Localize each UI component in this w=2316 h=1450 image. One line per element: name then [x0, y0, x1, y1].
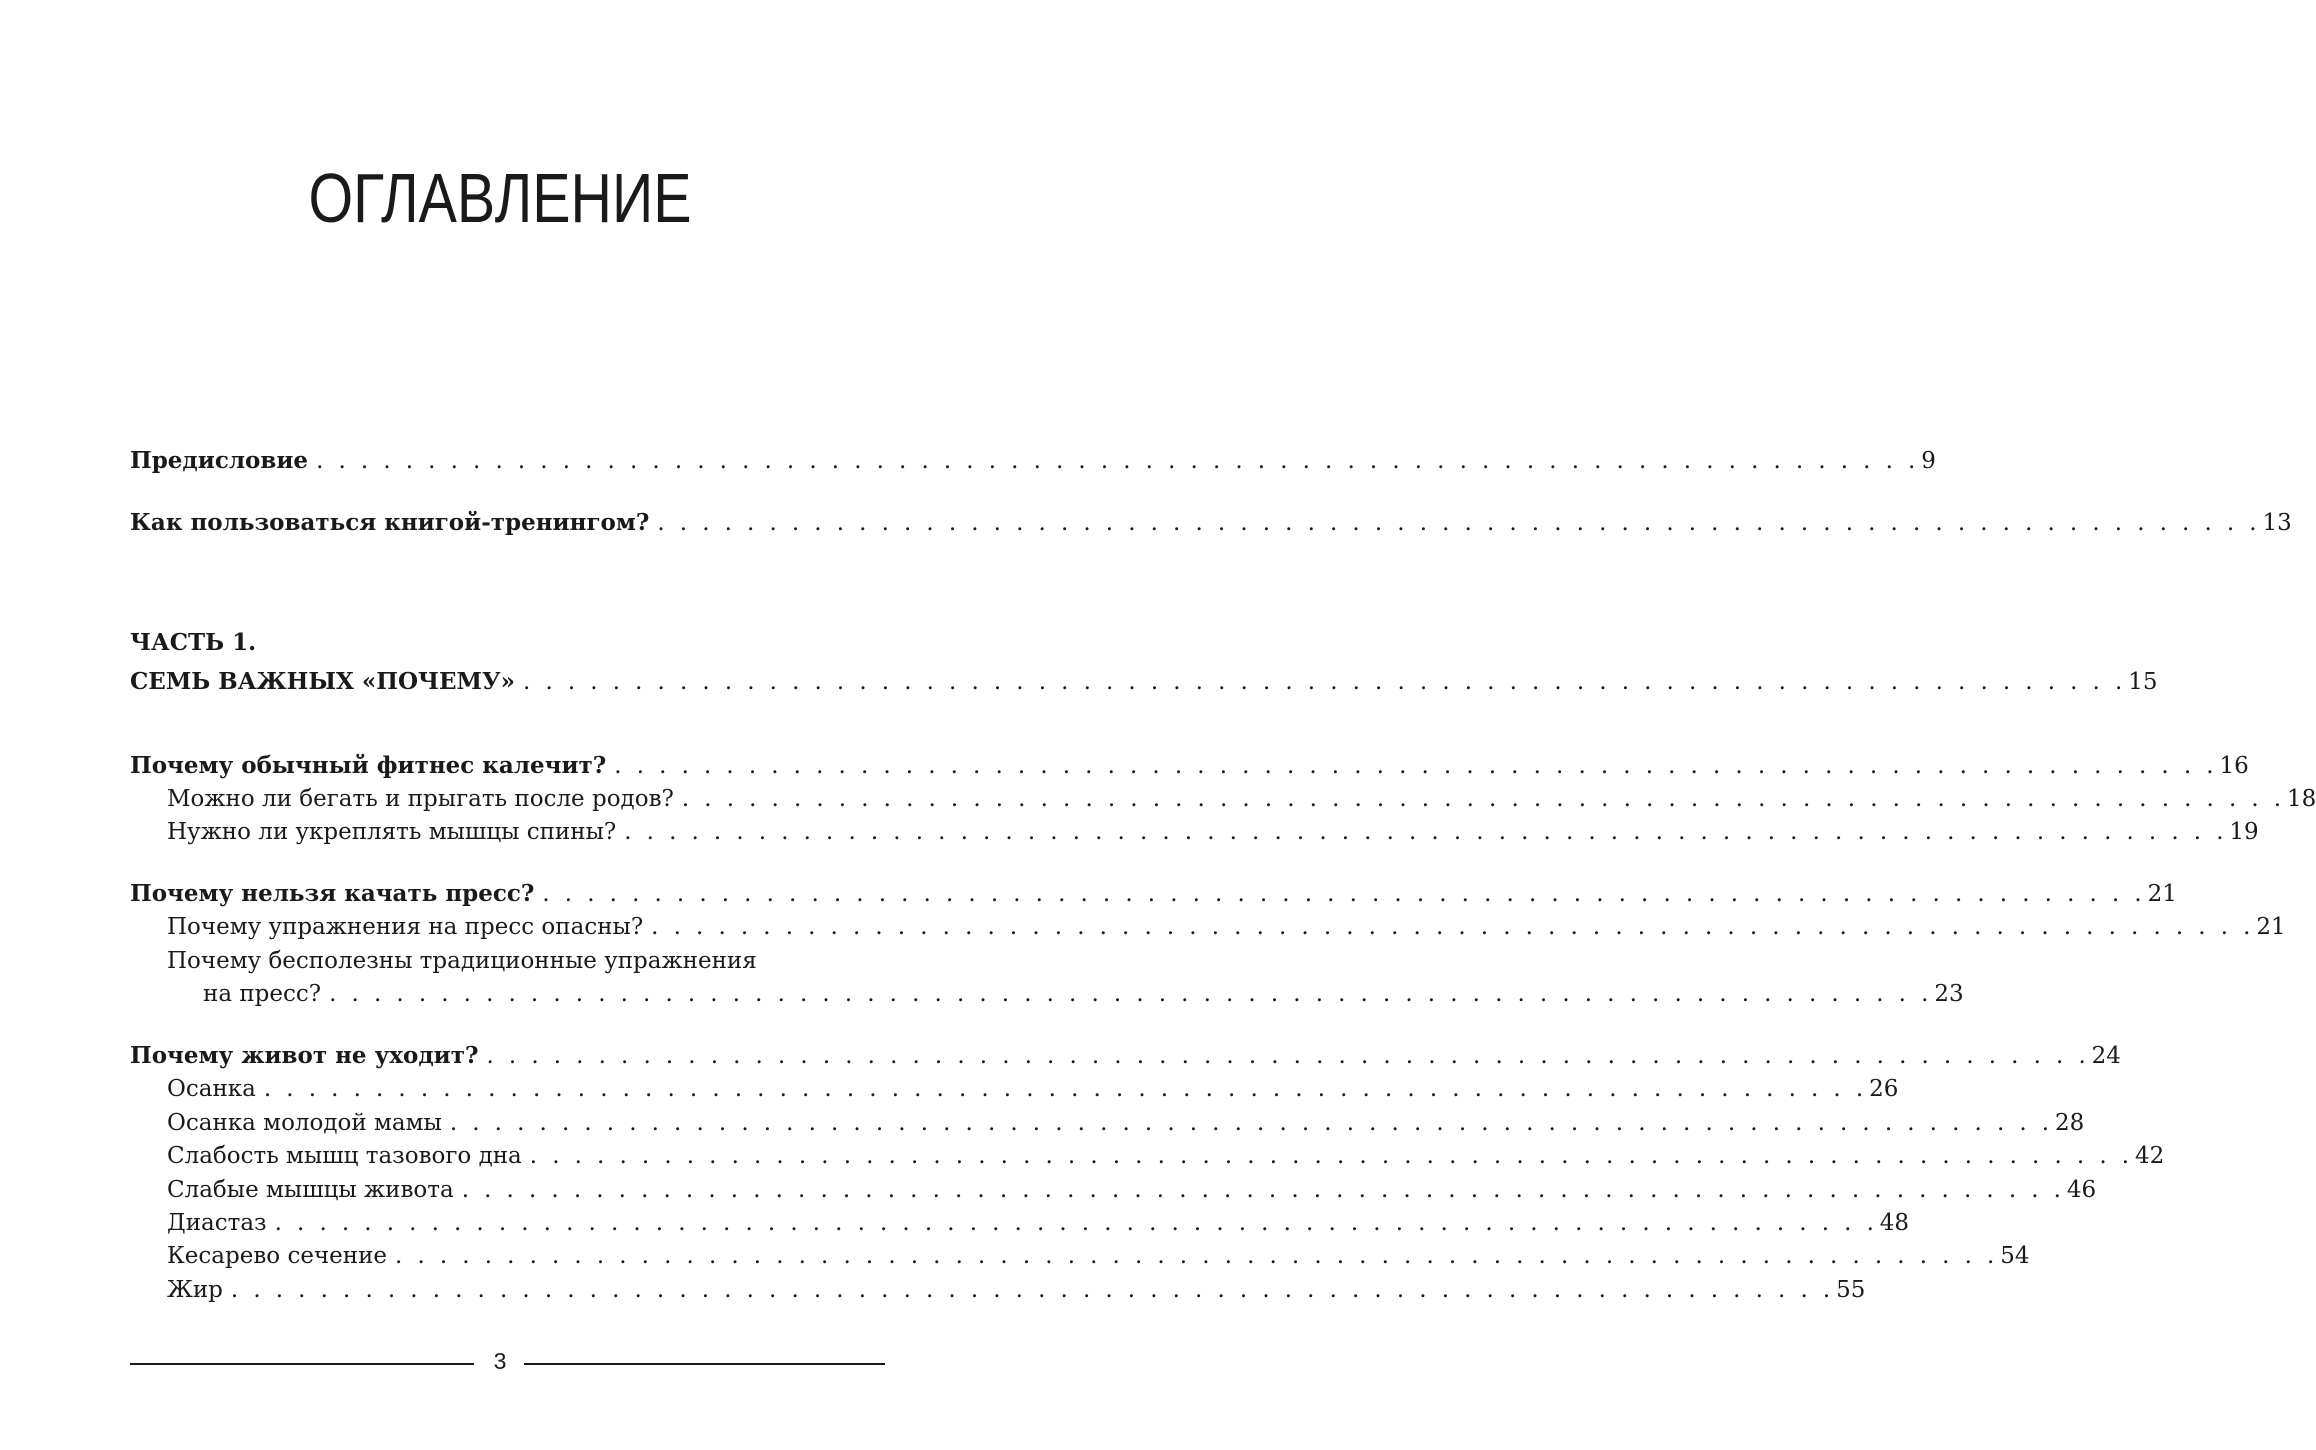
page-number: 3: [493, 1348, 507, 1374]
dot-leader: . . . . . . . . . . . . . . . . . . . . . . . . . . . . . . . . . . . . . . . . . . . . . . . . . . . . . . . . . . . . . . . . . . . . . . . .: [523, 669, 2127, 695]
footer-rule-left: [130, 1363, 474, 1365]
toc-entry-page: 21: [2256, 914, 2286, 940]
toc-entry-label: Почему обычный фитнес калечит?: [130, 752, 607, 779]
toc-entry-run-jump[interactable]: [167, 784, 2316, 814]
dot-leader: . . . . . . . . . . . . . . . . . . . . . . . . . . . . . . . . . . . . . . . . . . . . . . . . . . . . . . . . . . . . . . . . . . . . . . . .: [614, 753, 2218, 779]
toc-entry-page: 46: [2066, 1177, 2097, 1203]
toc-entry-page: 26: [1869, 1076, 1899, 1102]
toc-entry-label: Осанка молодой мамы: [167, 1110, 442, 1136]
toc-entry-label: Можно ли бегать и прыгать после родов?: [167, 786, 674, 812]
toc-entry-no-press[interactable]: [130, 879, 2177, 909]
toc-entry-label: Осанка: [167, 1076, 256, 1102]
toc-entry-page: 23: [1934, 981, 1964, 1007]
toc-entry-foreword[interactable]: [130, 446, 1936, 476]
toc-entry-label: Предисловие: [130, 447, 309, 474]
dot-leader: . . . . . . . . . . . . . . . . . . . . . . . . . . . . . . . . . . . . . . . . . . . . . . . . . . . . . . . . . . . . . . . . . . . . . . . .: [529, 1143, 2133, 1169]
dot-leader: . . . . . . . . . . . . . . . . . . . . . . . . . . . . . . . . . . . . . . . . . . . . . . . . . . . . . . . . . . . . . . . . . . . . . . . .: [624, 819, 2228, 845]
dot-leader: . . . . . . . . . . . . . . . . . . . . . . . . . . . . . . . . . . . . . . . . . . . . . . . . . . . . . . . . . . . . . . . . . . . . . . . .: [230, 1277, 1835, 1303]
toc-entry-useless-line1[interactable]: Почему бесполезны традиционные упражнения: [167, 948, 757, 974]
dot-leader: . . . . . . . . . . . . . . . . . . . . . . . . . . . . . . . . . . . . . . . . . . . . . . . . . . . . . . . . . . . . . . . . . . . . . . . .: [651, 914, 2255, 940]
toc-entry-fitness[interactable]: [130, 751, 2249, 781]
toc-entry-page: 9: [1921, 448, 1936, 474]
toc-entry-how-to-use[interactable]: [130, 508, 2292, 538]
dot-leader: . . . . . . . . . . . . . . . . . . . . . . . . . . . . . . . . . . . . . . . . . . . . . . . . . . . . . . . . . . . . . . . . . . . . . . . .: [542, 881, 2146, 907]
toc-entry-label: СЕМЬ ВАЖНЫХ «ПОЧЕМУ»: [130, 668, 516, 695]
toc-entry-page: 21: [2147, 881, 2177, 907]
toc-entry-label: Почему нельзя качать пресс?: [130, 880, 535, 907]
toc-entry-label: Как пользоваться книгой-тренингом?: [130, 509, 650, 536]
toc-entry-page: 15: [2128, 669, 2158, 695]
dot-leader: . . . . . . . . . . . . . . . . . . . . . . . . . . . . . . . . . . . . . . . . . . . . . . . . . . . . . . . . . . . . . . . . . . . . . . . .: [681, 786, 2286, 812]
footer-rule-right: [524, 1363, 885, 1365]
toc-entry-fat[interactable]: [167, 1275, 1866, 1305]
dot-leader: . . . . . . . . . . . . . . . . . . . . . . . . . . . . . . . . . . . . . . . . . . . . . . . . . . . . . . . . . . . . . . . . . . . . . . . .: [329, 981, 1933, 1007]
toc-entry-diastasis[interactable]: [167, 1208, 1910, 1238]
toc-entry-page: 48: [1879, 1210, 1910, 1236]
dot-leader: . . . . . . . . . . . . . . . . . . . . . . . . . . . . . . . . . . . . . . . . . . . . . . . . . . . . . . . . . . . . . . . . . . . . . . . .: [274, 1210, 1878, 1236]
dot-leader: . . . . . . . . . . . . . . . . . . . . . . . . . . . . . . . . . . . . . . . . . . . . . . . . . . . . . . . . . . . . . . . . . . . . . . . .: [486, 1043, 2090, 1069]
toc-entry-mom-posture[interactable]: [167, 1108, 2085, 1138]
toc-entry-page: 24: [2091, 1043, 2121, 1069]
dot-leader: . . . . . . . . . . . . . . . . . . . . . . . . . . . . . . . . . . . . . . . . . . . . . . . . . . . . . . . . . . . . . . . . . . . . . . . .: [316, 448, 1920, 474]
toc-entry-back-muscles[interactable]: [167, 817, 2259, 847]
toc-entry-label: Кесарево сечение: [167, 1243, 388, 1269]
toc-entry-page: 19: [2229, 819, 2259, 845]
dot-leader: . . . . . . . . . . . . . . . . . . . . . . . . . . . . . . . . . . . . . . . . . . . . . . . . . . . . . . . . . . . . . . . . . . . . . . . .: [449, 1110, 2054, 1136]
toc-entry-label: Почему живот не уходит?: [130, 1042, 479, 1069]
toc-entry-part1[interactable]: [130, 667, 2158, 697]
toc-entry-page: 18: [2287, 786, 2316, 812]
toc-entry-page: 28: [2055, 1110, 2085, 1136]
toc-entry-page: 13: [2262, 510, 2292, 536]
dot-leader: . . . . . . . . . . . . . . . . . . . . . . . . . . . . . . . . . . . . . . . . . . . . . . . . . . . . . . . . . . . . . . . . . . . . . . . .: [263, 1076, 1868, 1102]
toc-entry-label: Слабые мышцы живота: [167, 1177, 454, 1203]
toc-entry-label: Жир: [167, 1277, 223, 1303]
dot-leader: . . . . . . . . . . . . . . . . . . . . . . . . . . . . . . . . . . . . . . . . . . . . . . . . . . . . . . . . . . . . . . . . . . . . . . . .: [657, 510, 2261, 536]
toc-entry-belly[interactable]: [130, 1041, 2121, 1071]
toc-entry-page: 42: [2134, 1143, 2165, 1169]
toc-entry-label: Почему упражнения на пресс опасны?: [167, 914, 644, 940]
toc-entry-label: Нужно ли укреплять мышцы спины?: [167, 819, 617, 845]
toc-entry-label: на пресс?: [203, 981, 322, 1007]
toc-entry-label: Слабость мышц тазового дна: [167, 1143, 522, 1169]
toc-entry-page: 16: [2219, 753, 2249, 779]
part-heading: ЧАСТЬ 1.: [130, 629, 257, 656]
toc-entry-useless[interactable]: [203, 979, 1964, 1009]
toc-entry-c-section[interactable]: [167, 1241, 2030, 1271]
page-title: ОГЛАВЛЕНИЕ: [308, 159, 692, 237]
toc-entry-posture[interactable]: [167, 1074, 1899, 1104]
dot-leader: . . . . . . . . . . . . . . . . . . . . . . . . . . . . . . . . . . . . . . . . . . . . . . . . . . . . . . . . . . . . . . . . . . . . . . . .: [461, 1177, 2065, 1203]
toc-entry-page: 55: [1836, 1277, 1866, 1303]
toc-entry-press-danger[interactable]: [167, 912, 2286, 942]
toc-entry-label: Диастаз: [167, 1210, 267, 1236]
dot-leader: . . . . . . . . . . . . . . . . . . . . . . . . . . . . . . . . . . . . . . . . . . . . . . . . . . . . . . . . . . . . . . . . . . . . . . . .: [395, 1243, 1999, 1269]
toc-entry-page: 54: [2000, 1243, 2030, 1269]
toc-entry-pelvic-floor[interactable]: [167, 1141, 2165, 1171]
toc-entry-weak-abs[interactable]: [167, 1175, 2097, 1205]
